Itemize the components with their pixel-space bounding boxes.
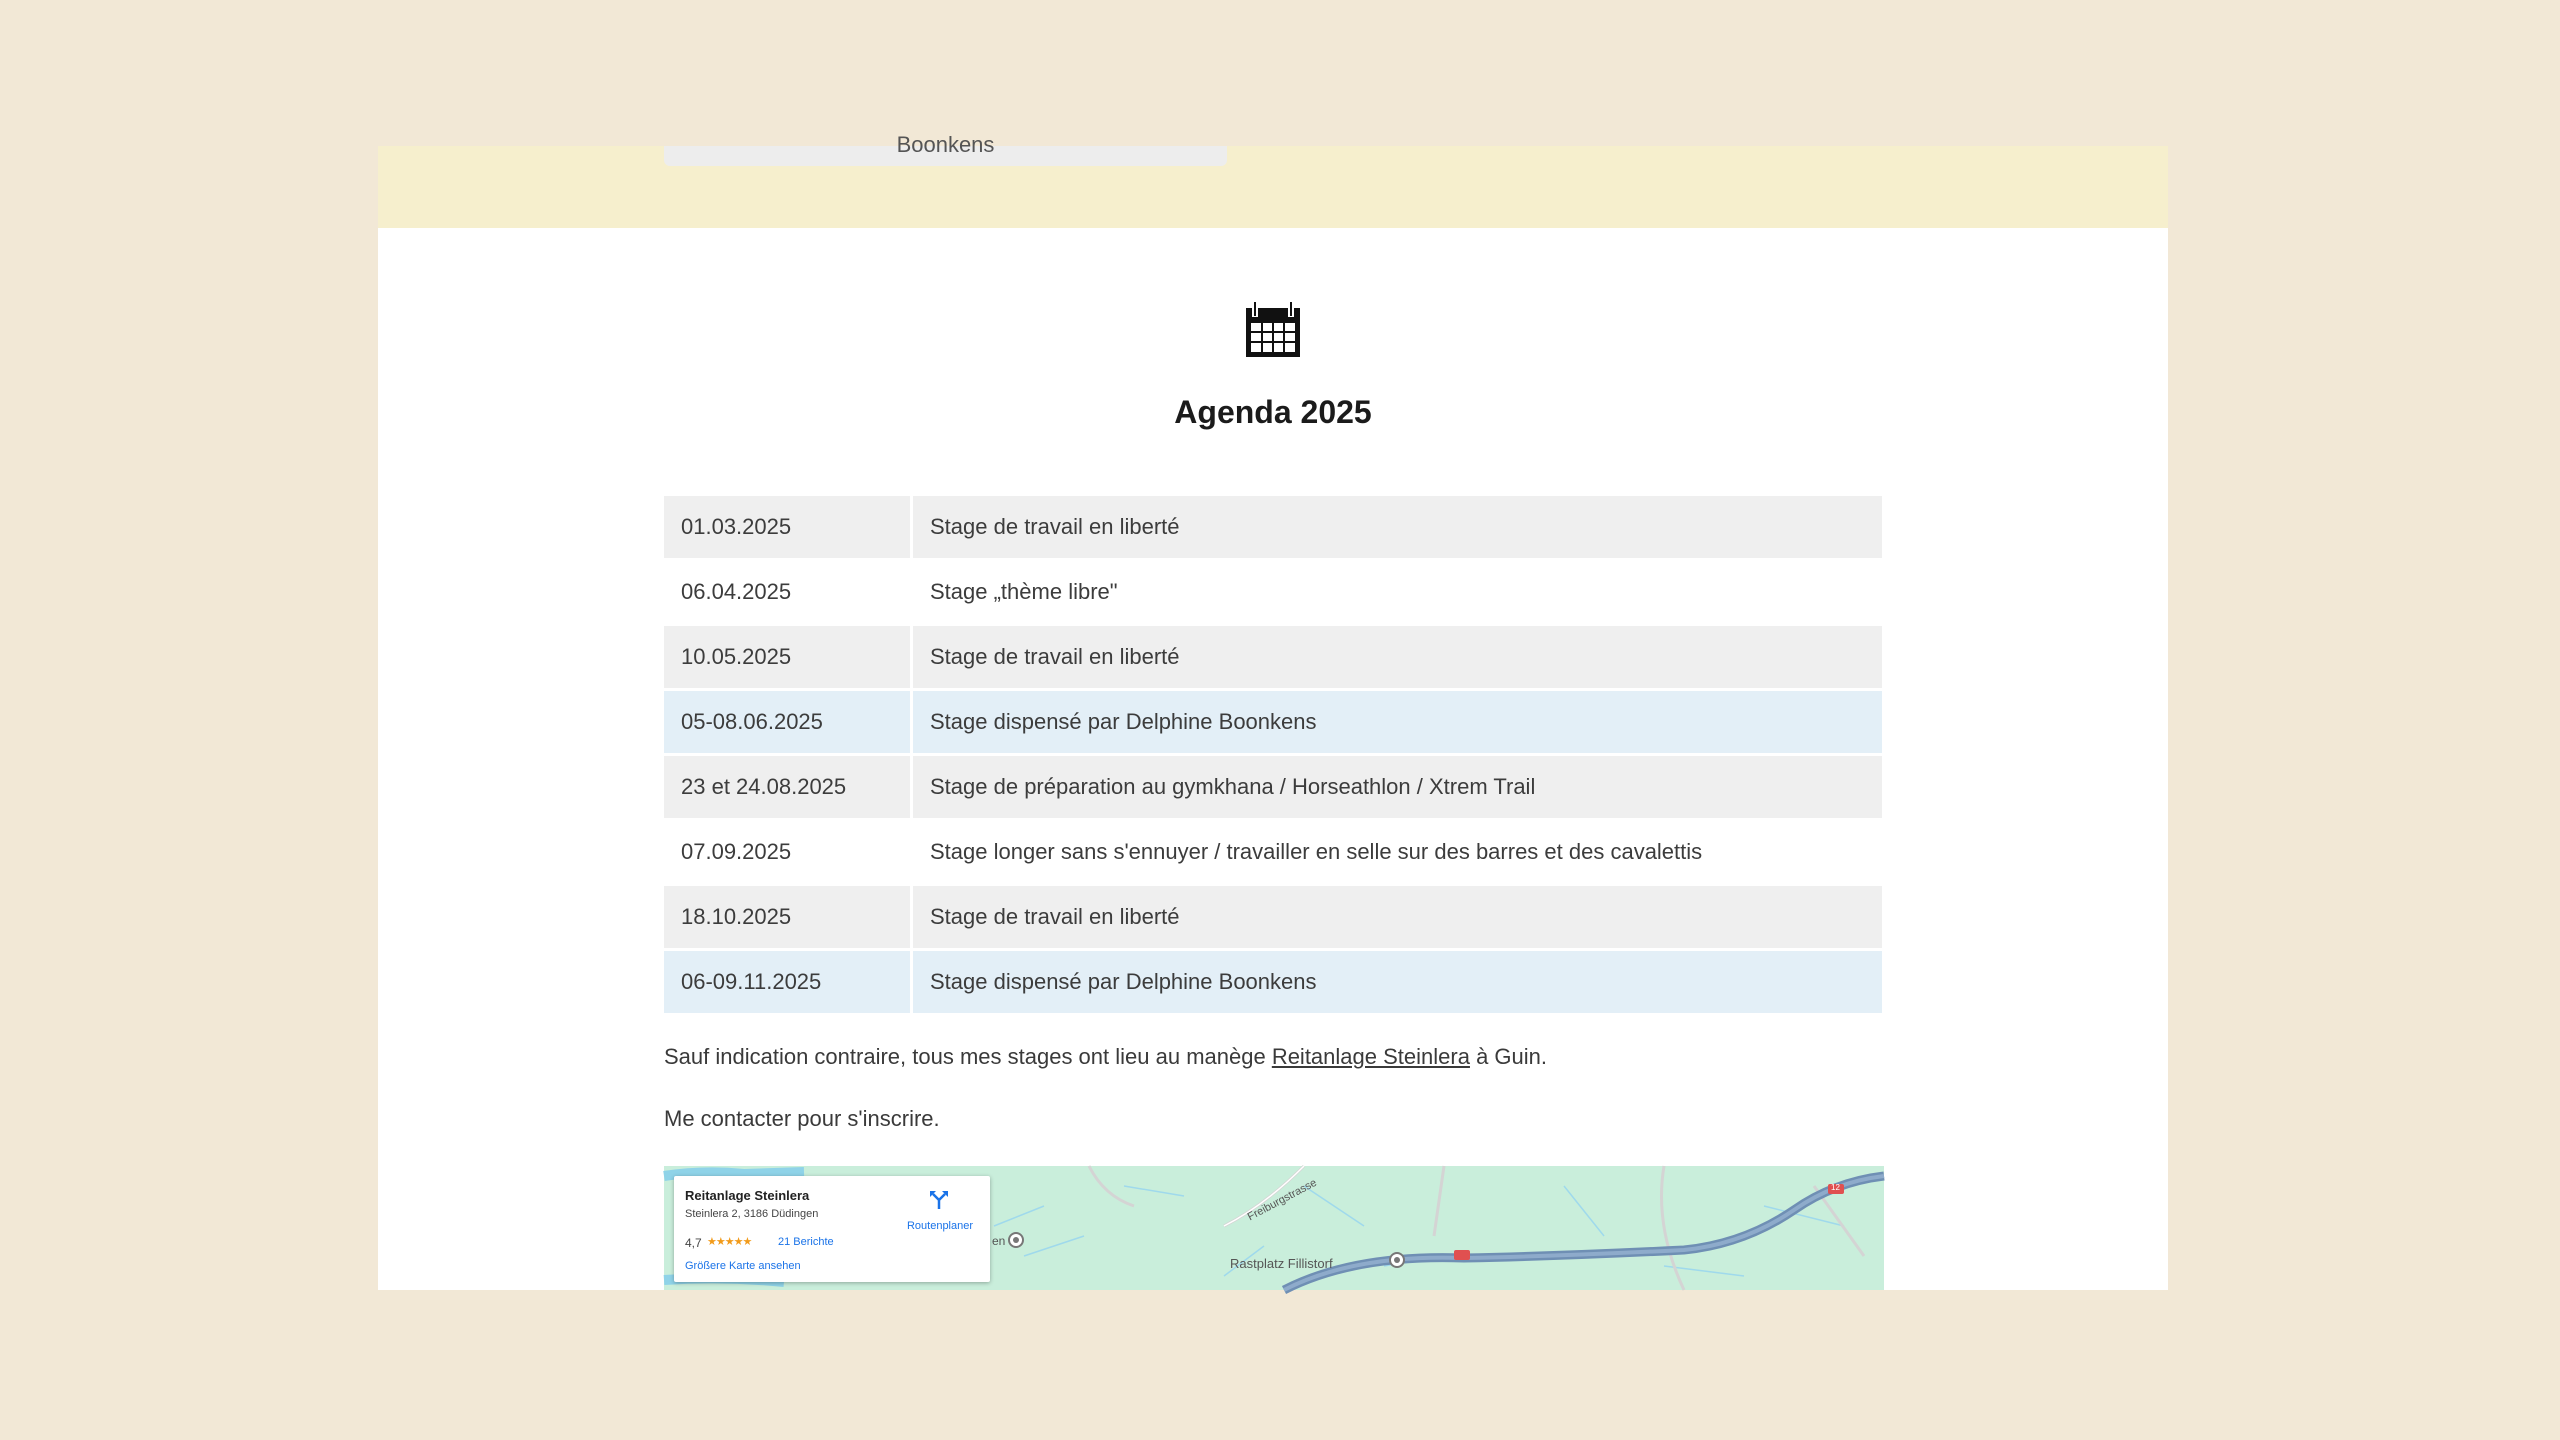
agenda-date: 01.03.2025 xyxy=(664,496,913,561)
directions-icon[interactable] xyxy=(928,1188,950,1210)
map-embed[interactable] xyxy=(664,1166,1884,1290)
agenda-table xyxy=(664,496,1882,1016)
agenda-date: 10.05.2025 xyxy=(664,626,913,691)
reviews-link[interactable]: 21 Berichte xyxy=(778,1236,834,1248)
partial-place-label: en xyxy=(992,1234,1006,1248)
agenda-date: 06.04.2025 xyxy=(664,561,913,626)
agenda-row xyxy=(664,951,1882,1016)
road-number-badge: 12 xyxy=(1831,1183,1840,1192)
agenda-row xyxy=(664,821,1882,886)
agenda-event: Stage „thème libre" xyxy=(913,561,1882,626)
agenda-event: Stage de travail en liberté xyxy=(913,886,1882,951)
agenda-date: 06-09.11.2025 xyxy=(664,951,913,1016)
agenda-row xyxy=(664,691,1882,756)
directions-button[interactable]: Routenplaner xyxy=(906,1220,974,1232)
rest-area-label: Rastplatz Fillistorf xyxy=(1230,1256,1333,1271)
agenda-row xyxy=(664,496,1882,561)
calendar-icon xyxy=(1243,300,1303,360)
agenda-row xyxy=(664,561,1882,626)
location-note xyxy=(664,1044,1547,1070)
location-note-prefix: Sauf indication contraire, tous mes stages ont lieu au manège xyxy=(664,1044,1272,1069)
agenda-event: Stage dispensé par Delphine Boonkens xyxy=(913,691,1882,756)
place-name: Reitanlage Steinlera xyxy=(685,1188,810,1203)
location-note-suffix: à Guin. xyxy=(1469,1044,1547,1069)
top-card xyxy=(664,132,1227,166)
star-rating-icon: ★★★★★ xyxy=(707,1236,752,1248)
agenda-event: Stage longer sans s'ennuyer / travailler en selle sur des barres et des cavalettis xyxy=(913,821,1882,886)
venue-link[interactable]: Reitanlage Steinlera xyxy=(1271,1044,1470,1069)
agenda-date: 18.10.2025 xyxy=(664,886,913,951)
page-frame xyxy=(378,132,2168,1290)
agenda-date: 07.09.2025 xyxy=(664,821,913,886)
agenda-row xyxy=(664,626,1882,691)
agenda-row xyxy=(664,886,1882,951)
place-address: Steinlera 2, 3186 Düdingen xyxy=(685,1208,819,1220)
agenda-title: Agenda 2025 xyxy=(1174,394,1372,430)
agenda-date: 05-08.06.2025 xyxy=(664,691,913,756)
agenda-event: Stage de travail en liberté xyxy=(913,626,1882,691)
agenda-event: Stage de préparation au gymkhana / Horseathlon / Xtrem Trail xyxy=(913,756,1882,821)
place-card xyxy=(674,1176,990,1282)
top-card-text: Boonkens xyxy=(896,132,995,157)
agenda-row xyxy=(664,756,1882,821)
agenda-event: Stage dispensé par Delphine Boonkens xyxy=(913,951,1882,1016)
street-label: Freiburgstrasse xyxy=(1245,1176,1319,1224)
contact-note: Me contacter pour s'inscrire. xyxy=(664,1106,940,1131)
larger-map-link[interactable]: Größere Karte ansehen xyxy=(685,1260,801,1272)
agenda-date: 23 et 24.08.2025 xyxy=(664,756,913,821)
place-rating: 4,7 xyxy=(685,1236,702,1250)
top-band xyxy=(378,132,2168,228)
agenda-event: Stage de travail en liberté xyxy=(913,496,1882,561)
